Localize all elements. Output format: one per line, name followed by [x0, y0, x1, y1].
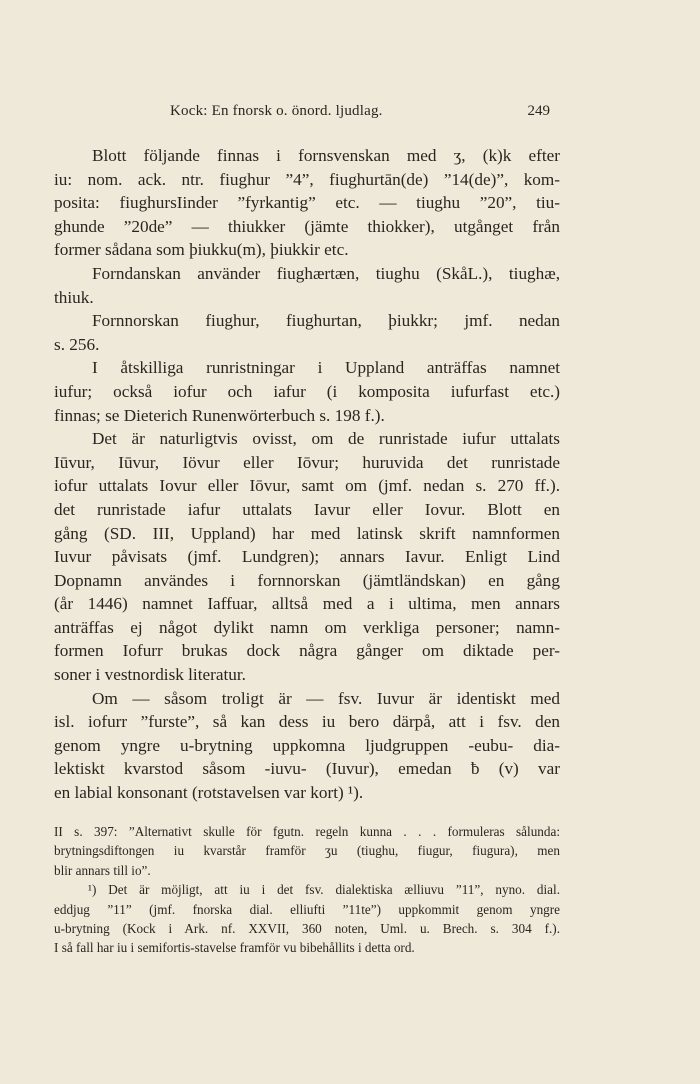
text-line: formen Iofurr brukas dock några gånger om diktade per-: [54, 641, 560, 661]
footnotes: [54, 822, 560, 958]
text-line: Iūvur, Iūvur, Iövur eller Iōvur; huruvida det runristade: [54, 452, 560, 472]
text-line: iofur uttalats Iovur eller Iōvur, samt om (jmf. nedan s. 270 ff.).: [54, 476, 560, 496]
text-line: iu: nom. ack. ntr. fiughur ”4”, fiughurtān(de) ”14(de)”, kom-: [54, 169, 560, 189]
text-line: Iuvur påvisats (jmf. Lundgren); annars Iavur. Enligt Lind: [54, 547, 560, 567]
text-line: s. 256.: [54, 334, 100, 354]
running-header: [78, 103, 550, 125]
text-line: soner i vestnordisk literatur.: [54, 665, 246, 685]
footnote-line: brytningsdiftongen iu kvarstår framför ʒu (tiughu, fiugur, fiugura), men: [54, 843, 560, 859]
text-line: iufur; också iofur och iafur (i komposita iufurfast etc.): [54, 381, 560, 401]
text-line: thiuk.: [54, 287, 94, 307]
footnote-line: blir annars till io”.: [54, 862, 151, 878]
text-line: Det är naturligtvis ovisst, om de runristade iufur uttalats: [92, 429, 560, 449]
text-line: former sådana som þiukku(m), þiukkir etc.: [54, 240, 349, 260]
text-line: (år 1446) namnet Iaffuar, alltså med a i ultima, men annars: [54, 594, 560, 614]
running-title: Kock: En fnorsk o. önord. ljudlag.: [170, 103, 383, 119]
text-line: lektiskt kvarstod såsom -iuvu- (Iuvur), emedan ƀ (v) var: [54, 759, 560, 779]
text-line: posita: fiughursIinder ”fyrkantig” etc. — tiughu ”20”, tiu-: [54, 193, 560, 213]
text-line: Dopnamn användes i fornnorskan (jämtländskan) en gång: [54, 570, 560, 590]
text-line: Om — såsom troligt är — fsv. Iuvur är identiskt med: [92, 688, 560, 708]
text-line: isl. iofurr ”furste”, så kan dess iu bero därpå, att i fsv. den: [54, 712, 560, 732]
text-line: I åtskilliga runristningar i Uppland anträffas namnet: [92, 358, 560, 378]
text-line: genom yngre u-brytning uppkomna ljudgruppen -eubu- dia-: [54, 735, 560, 755]
text-line: anträffas ej något dylikt namn om verkliga personer; namn-: [54, 617, 560, 637]
text-line: det runristade iafur uttalats Iavur eller Iovur. Blott en: [54, 499, 560, 519]
text-line: gång (SD. III, Uppland) har med latinsk skrift namnformen: [54, 523, 560, 543]
text-line: Fornnorskan fiughur, fiughurtan, þiukkr; jmf. nedan: [92, 311, 560, 331]
footnote-line: ¹) Det är möjligt, att iu i det fsv. dialektiska ælliuvu ”11”, nyno. dial.: [88, 882, 560, 898]
text-line: Blott följande finnas i fornsvenskan med ʒ, (k)k efter: [92, 146, 560, 165]
footnote-line: II s. 397: ”Alternativt skulle för fgutn. regeln kunna . . . formuleras sålunda:: [54, 824, 560, 839]
text-line: Forndanskan använder fiughærtæn, tiughu (SkåL.), tiughæ,: [92, 263, 560, 283]
footnote-line: eddjug ”11” (jmf. fnorska dial. elliufti ”11te”) uppkommit genom yngre: [54, 901, 560, 917]
text-line: ghunde ”20de” — thiukker (jämte thiokker), utgånget från: [54, 216, 560, 236]
footnote-line: u-brytning (Kock i Ark. nf. XXVII, 360 noten, Uml. u. Brech. s. 304 f.).: [54, 921, 560, 937]
text-line: finnas; se Dieterich Runenwörterbuch s. 198 f.).: [54, 405, 385, 425]
page-number: 249: [527, 103, 550, 119]
main-text: [54, 144, 560, 805]
footnote-line: I så fall har iu i semifortis-stavelse framför vu bibehållits i detta ord.: [54, 940, 415, 956]
text-line: en labial konsonant (rotstavelsen var kort) ¹).: [54, 783, 364, 803]
